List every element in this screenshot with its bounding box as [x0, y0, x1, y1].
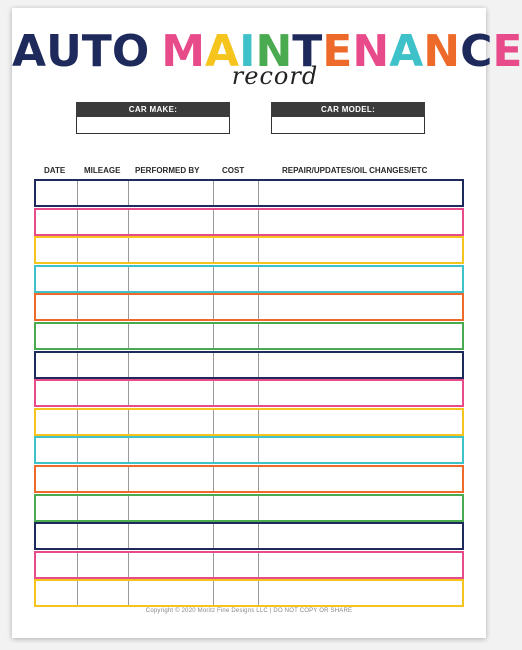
table-cell-performed-by[interactable] [129, 353, 214, 377]
table-cell-cost[interactable] [214, 210, 259, 234]
car-model-input[interactable] [271, 117, 425, 134]
table-cell-date[interactable] [36, 524, 78, 548]
copyright-footer: Copyright © 2020 Moritz Fine Designs LLC | DO NOT COPY OR SHARE [145, 608, 353, 614]
table-row [34, 208, 464, 236]
title-letter: C [460, 26, 493, 77]
table-cell-date[interactable] [36, 353, 78, 377]
table-cell-date[interactable] [36, 324, 78, 348]
table-row [34, 436, 464, 464]
table-cell-date[interactable] [36, 210, 78, 234]
table-cell-mileage[interactable] [78, 524, 129, 548]
table-row [34, 293, 464, 321]
title-letter: N [423, 26, 461, 77]
table-cell-performed-by[interactable] [129, 467, 214, 491]
table-cell-date[interactable] [36, 238, 78, 262]
table-cell-performed-by[interactable] [129, 238, 214, 262]
table-cell-repair[interactable] [259, 295, 462, 319]
table-cell-mileage[interactable] [78, 324, 129, 348]
column-header-cost: COST [222, 166, 245, 175]
table-cell-mileage[interactable] [78, 210, 129, 234]
title-letter: A [389, 26, 424, 77]
title-letter: M [161, 26, 206, 77]
table-row [34, 179, 464, 207]
table-cell-date[interactable] [36, 295, 78, 319]
table-cell-cost[interactable] [214, 581, 259, 605]
page-subtitle: record [231, 62, 319, 90]
table-cell-cost[interactable] [214, 410, 259, 434]
table-cell-mileage[interactable] [78, 496, 129, 520]
table-row [34, 494, 464, 522]
table-cell-mileage[interactable] [78, 353, 129, 377]
table-row [34, 579, 464, 607]
table-cell-performed-by[interactable] [129, 295, 214, 319]
title-letter: A [205, 26, 240, 77]
table-row [34, 236, 464, 264]
maintenance-log-table [34, 163, 464, 177]
table-cell-repair[interactable] [259, 381, 462, 405]
car-make-field [76, 102, 230, 134]
table-cell-repair[interactable] [259, 581, 462, 605]
table-cell-performed-by[interactable] [129, 181, 214, 205]
title-letter: E [492, 26, 522, 77]
title-letter: I [239, 26, 256, 77]
table-cell-cost[interactable] [214, 467, 259, 491]
car-make-input[interactable] [76, 117, 230, 134]
table-cell-repair[interactable] [259, 438, 462, 462]
table-cell-cost[interactable] [214, 238, 259, 262]
column-header-mileage: MILEAGE [84, 166, 121, 175]
table-cell-performed-by[interactable] [129, 496, 214, 520]
table-row [34, 322, 464, 350]
table-cell-mileage[interactable] [78, 581, 129, 605]
table-cell-repair[interactable] [259, 238, 462, 262]
table-cell-performed-by[interactable] [129, 438, 214, 462]
table-cell-cost[interactable] [214, 524, 259, 548]
table-cell-performed-by[interactable] [129, 581, 214, 605]
table-row [34, 265, 464, 293]
table-header-row [34, 163, 464, 177]
table-cell-mileage[interactable] [78, 553, 129, 577]
table-cell-performed-by[interactable] [129, 381, 214, 405]
table-row [34, 379, 464, 407]
table-cell-mileage[interactable] [78, 181, 129, 205]
table-cell-cost[interactable] [214, 181, 259, 205]
table-cell-repair[interactable] [259, 210, 462, 234]
table-cell-date[interactable] [36, 438, 78, 462]
table-cell-cost[interactable] [214, 496, 259, 520]
table-cell-performed-by[interactable] [129, 553, 214, 577]
table-cell-mileage[interactable] [78, 295, 129, 319]
table-cell-performed-by[interactable] [129, 267, 214, 291]
car-make-label: CAR MAKE: [76, 102, 230, 117]
table-cell-mileage[interactable] [78, 467, 129, 491]
table-cell-mileage[interactable] [78, 238, 129, 262]
table-cell-repair[interactable] [259, 410, 462, 434]
table-cell-performed-by[interactable] [129, 324, 214, 348]
car-model-field [271, 102, 425, 134]
printable-page [12, 8, 522, 638]
title-letter: A [12, 26, 47, 77]
table-cell-repair[interactable] [259, 496, 462, 520]
table-cell-mileage[interactable] [78, 267, 129, 291]
table-cell-repair[interactable] [259, 353, 462, 377]
table-cell-date[interactable] [36, 410, 78, 434]
table-cell-mileage[interactable] [78, 410, 129, 434]
table-cell-repair[interactable] [259, 553, 462, 577]
car-model-label: CAR MODEL: [271, 102, 425, 117]
table-cell-mileage[interactable] [78, 381, 129, 405]
table-cell-cost[interactable] [214, 267, 259, 291]
table-row [34, 551, 464, 579]
table-cell-performed-by[interactable] [129, 210, 214, 234]
title-letter: N [352, 26, 390, 77]
column-header-repair: REPAIR/UPDATES/OIL CHANGES/ETC [282, 166, 428, 175]
table-cell-cost[interactable] [214, 553, 259, 577]
title-letter: O [111, 26, 150, 77]
table-cell-date[interactable] [36, 267, 78, 291]
table-cell-cost[interactable] [214, 353, 259, 377]
table-cell-mileage[interactable] [78, 438, 129, 462]
table-cell-repair[interactable] [259, 524, 462, 548]
table-cell-performed-by[interactable] [129, 524, 214, 548]
table-cell-repair[interactable] [259, 267, 462, 291]
table-cell-cost[interactable] [214, 381, 259, 405]
table-cell-date[interactable] [36, 381, 78, 405]
title-letter: N [255, 26, 293, 77]
table-cell-date[interactable] [36, 496, 78, 520]
table-cell-repair[interactable] [259, 324, 462, 348]
table-cell-performed-by[interactable] [129, 410, 214, 434]
title-letter: T [81, 26, 112, 77]
table-row [34, 408, 464, 436]
table-cell-date[interactable] [36, 581, 78, 605]
table-row [34, 351, 464, 379]
table-cell-repair[interactable] [259, 181, 462, 205]
table-row [34, 522, 464, 550]
table-cell-date[interactable] [36, 553, 78, 577]
column-header-date: DATE [44, 166, 66, 175]
table-cell-repair[interactable] [259, 467, 462, 491]
table-cell-cost[interactable] [214, 295, 259, 319]
table-cell-date[interactable] [36, 467, 78, 491]
column-header-performed-by: PERFORMED BY [135, 166, 200, 175]
title-letter: U [46, 26, 82, 77]
table-cell-date[interactable] [36, 181, 78, 205]
title-letter: E [322, 26, 353, 77]
table-cell-cost[interactable] [214, 324, 259, 348]
table-row [34, 465, 464, 493]
table-cell-cost[interactable] [214, 438, 259, 462]
title-letter: T [292, 26, 323, 77]
